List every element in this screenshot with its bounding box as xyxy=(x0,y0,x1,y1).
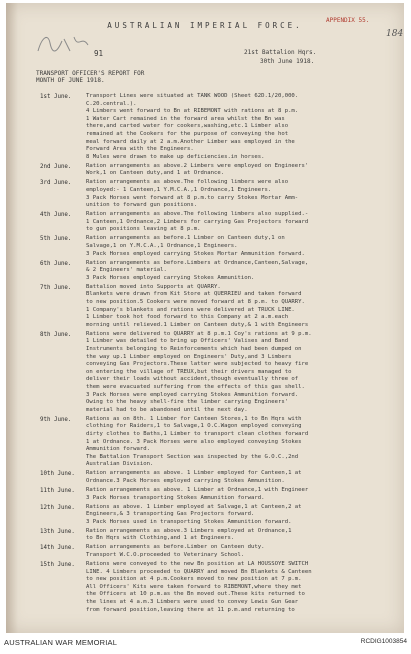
entry-line: Ration arrangements as before.Limber on Canteen duty. xyxy=(86,544,265,551)
entry-line: & 2 Engineers' material. xyxy=(86,267,167,274)
entry-line: clothing for Raiders,1 to Salvage,1 O.C.Wagon employed conveying xyxy=(86,423,302,430)
entry-line: Instruments belonging to Reinforcements which had been dumped on xyxy=(86,346,302,352)
entry-line: morning until relieved.1 Limber on Canteen duty,& 1 with Engineers xyxy=(86,321,309,328)
document-heading: AUSTRALIAN IMPERIAL FORCE. xyxy=(107,21,303,30)
entry-line: Owing to the heavy shell-fire the limber carrying Engineers' xyxy=(86,399,289,406)
entry-line: 8 Mules were drawn to make up deficiencies.in horses. xyxy=(86,153,265,160)
entry-date: 14th June. xyxy=(40,545,75,552)
entry-line: Battalion moved into Supports at QUARRY. xyxy=(86,283,221,290)
entry-line: Ordnance.3 Pack Horses employed carrying Stokes Ammunition. xyxy=(86,478,285,484)
entry-date: 7th June. xyxy=(40,284,72,291)
entry-line: 3 Pack Horses went forward at 8 p.m.to carry Stokes Mortar Amm- xyxy=(86,194,299,201)
entry-line: C.20.central.). xyxy=(86,100,137,107)
entry-date: 13th June. xyxy=(40,528,75,535)
entry-line: Ammunition forward. xyxy=(86,446,150,453)
entry-line: 3 Pack Horses used in transporting Stokes Ammunition forward. xyxy=(86,518,292,525)
entry-line: from forward position,leaving there at 11 p.m.and returning to xyxy=(86,606,295,613)
entry-line: Ration arrangements as above. 1 Limber employed for Canteen,1 at xyxy=(86,470,302,477)
entry-line: Blankets were drawn from Kit Store at QUERRIEU and taken forward xyxy=(86,291,302,298)
entry-line: to new position at 4 p.m.Cookers moved to new position at 7 p.m. xyxy=(86,576,302,583)
entry-line: Work,1 on Canteen duty,and 1 at Ordnance. xyxy=(86,170,225,177)
entry-line: meal forward daily at 2 a.m.Another Limber was employed in the xyxy=(86,138,295,145)
entry-date: 9th June. xyxy=(40,416,72,423)
entry-line: Ration arrangements as above.2 Limbers were employed on Engineers' xyxy=(86,162,309,169)
entry-line: Forward Area with the Engineers. xyxy=(86,146,194,153)
entry-line: Ration arrangements as before.Limbers at Ordnance,Canteen,Salvage, xyxy=(86,259,309,266)
entry-line: material had to be abandoned until the next day. xyxy=(86,406,248,413)
document-page xyxy=(6,3,404,633)
entry-line: LINE. 4 Limbers proceeded to QUARRY and moved Bn Blankets & Canteen xyxy=(86,568,312,575)
entry-line: 3 Pack Horses transporting Stokes Ammunition forward. xyxy=(86,494,265,501)
entry-date: 15th June. xyxy=(40,562,75,568)
entry-line: Ration arrangements as above.3 Limbers employed at Ordnance,1 xyxy=(86,527,292,534)
folio-number: 184 xyxy=(386,29,404,39)
entry-date: 6th June. xyxy=(40,260,72,267)
entry-date: 5th June. xyxy=(40,236,72,243)
entry-line: to gun positions leaving at 8 p.m. xyxy=(86,226,201,233)
report-title-line-1: TRANSPORT OFFICER'S REPORT FOR xyxy=(36,70,145,77)
entry-line: Transport Lines were situated at TANK WOOD (Sheet 62D.1/20,000. xyxy=(86,93,299,99)
entry-line: dirty clothes to Baths,1 Limber to transport clean clothes forward xyxy=(86,431,309,437)
entry-line: 1 at Ordnance. 3 Pack Horses were also employed conveying Stokes xyxy=(86,438,302,445)
appendix-stamp: APPENDIX 55. xyxy=(326,17,370,24)
entry-line: there,and carted water for cookers,washing,etc.1 Limber also xyxy=(86,123,289,130)
unit-line: 21st Battalion Hqrs. xyxy=(244,49,317,56)
entry-line: 4 Limbers went forward to Bn at RIBEMONT with rations at 8 p.m. xyxy=(86,108,299,115)
archive-name: AUSTRALIAN WAR MEMORIAL xyxy=(4,638,118,647)
entry-line: the Officers at 10 p.m.as the Bn moved out.These kits returned to xyxy=(86,591,305,598)
entry-date: 12th June. xyxy=(40,504,75,511)
entry-line: 1 Company's blankets and rations were delivered at TRUCK LINE. xyxy=(86,306,295,313)
entry-line: 3 Pack Horses were employed carrying Stokes Ammunition forward. xyxy=(86,391,299,398)
entry-line: the way up.1 Limber employed on Engineers' Duty,and 3 Limbers xyxy=(86,353,292,360)
entry-line: Australian Division. xyxy=(86,461,154,468)
entry-line: Rations were delivered to QUARRY at 8 p.m.1 Coy's rations at 9 p.m. xyxy=(86,330,312,337)
entry-line: Salvage,1 on Y.M.C.A.,1 Ordnance,1 Engineers. xyxy=(86,243,238,249)
entry-line: Rations as on 8th. 1 Limber for Canteen Stores,1 to Bn Hqrs with xyxy=(86,415,302,422)
entry-line: Rations as above. 1 Limber employed at Salvage,1 at Canteen,2 at xyxy=(86,503,302,510)
entry-line: them were evacuated suffering from the effects of this gas shell. xyxy=(86,384,305,390)
entry-line: employed:- 1 Canteen,1 Y.M.C.A.,1 Ordnance,1 Engineers. xyxy=(86,187,272,193)
entry-line: the lines at 4 a.m.3 Limbers were used to convey Lewis Gun Gear xyxy=(86,599,299,605)
entry-line: remained at the Cookers for the purpose of conveying the hot xyxy=(86,131,289,137)
entry-line: 1 Limber took hot food forward to this Company at 2 a.m.each xyxy=(86,314,289,321)
entry-line: Ration arrangements as before.1 Limber on Canteen duty,1 on xyxy=(86,235,285,242)
entry-line: on entering the village of TREUX,but their drivers managed to xyxy=(86,368,292,375)
entry-line: Ration arrangements as above. 1 Limber at Ordnance,1 with Engineer xyxy=(86,487,309,493)
entry-line: to new position.5 Cookers were moved forward at 8 p.m. to QUARRY. xyxy=(86,299,305,305)
entry-date: 4th June. xyxy=(40,212,72,219)
entry-line: The Battalion Transport Section was inspected by the G.O.C.,2nd xyxy=(86,453,299,460)
report-date: 30th June 1918. xyxy=(260,58,315,65)
entry-line: 3 Pack Horses employed carrying Stokes Ammunition. xyxy=(86,274,255,281)
entry-line: to Bn Hqrs with Clothing,and 1 at Engineers. xyxy=(86,535,235,542)
entry-date: 10th June. xyxy=(40,471,75,478)
entry-date: 2nd June. xyxy=(40,163,72,170)
entry-date: 3rd June. xyxy=(40,180,72,187)
archive-reference: RCDIG1003854 xyxy=(360,638,407,645)
entry-line: 1 Canteen,1 Ordnance,2 Limbers for carrying Gas Projectors forward xyxy=(86,218,309,225)
page-number: 91 xyxy=(94,49,104,58)
entry-date: 11th June. xyxy=(40,488,75,494)
entry-line: 3 Pack Horses employed carrying Stokes Mortar Ammunition forward. xyxy=(86,250,305,257)
entry-line: Ration arrangements as above.The following limbers also supplied.- xyxy=(86,211,309,218)
report-title-line-2: MONTH OF JUNE 1918. xyxy=(36,77,105,84)
entry-line: conveying Gas Projectors.These latter were subjected to heavy fire xyxy=(86,361,309,368)
entry-line: Engineers,& 3 transporting Gas Projectors forward. xyxy=(86,511,255,518)
entry-line: deliver their loads without accident,though eventually three of xyxy=(86,376,299,383)
entry-date: 8th June. xyxy=(40,331,72,338)
entry-line: All Officers' Kits were taken forward to RIBEMONT,where they met xyxy=(86,583,302,590)
entry-line: Ration arrangements as above.The following limbers were also xyxy=(86,179,289,186)
entry-line: 1 Water Cart remained in the forward area whilst the Bn was xyxy=(86,115,285,122)
entry-line: Rations were conveyed to the new Bn position at LA HOUSSOYE SWITCH xyxy=(86,561,309,567)
entry-line: unition to forward gun positions. xyxy=(86,202,198,209)
entry-date: 1st June. xyxy=(40,94,72,100)
entry-line: Transport W.C.O.proceeded to Veterinary School. xyxy=(86,552,245,558)
pencil-annotation xyxy=(34,29,94,59)
entry-line: 1 Limber was detailed to bring up Officers' Valises and Band xyxy=(86,338,289,345)
